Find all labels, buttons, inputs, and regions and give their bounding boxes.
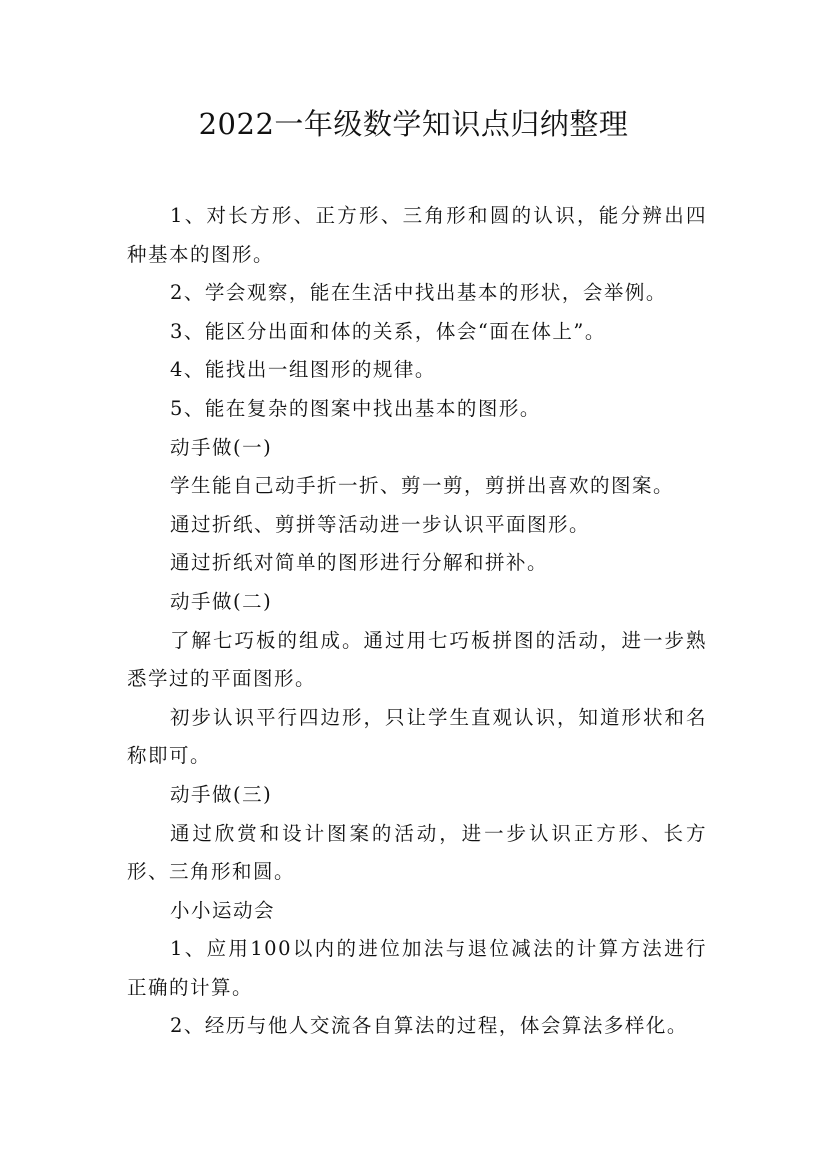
section-heading: 小小运动会 <box>170 898 276 922</box>
section-heading: 动手做(一) <box>170 435 273 459</box>
paragraph: 1、对长方形、正方形、三角形和圆的认识，能分辨出四种基本的图形。 <box>127 204 707 266</box>
paragraph: 2、经历与他人交流各自算法的过程，体会算法多样化。 <box>170 1014 688 1038</box>
paragraph: 4、能找出一组图形的规律。 <box>170 358 436 382</box>
paragraph: 5、能在复杂的图案中找出基本的图形。 <box>170 396 541 420</box>
section-heading: 动手做(三) <box>170 782 273 806</box>
paragraph: 3、能区分出面和体的关系，体会“面在体上”。 <box>170 319 606 343</box>
paragraph: 通过折纸对简单的图形进行分解和拼补。 <box>170 551 549 575</box>
paragraph: 通过折纸、剪拼等活动进一步认识平面图形。 <box>170 512 591 536</box>
paragraph: 了解七巧板的组成。通过用七巧板拼图的活动，进一步熟悉学过的平面图形。 <box>127 628 707 691</box>
document-body <box>127 197 707 1046</box>
paragraph: 1、应用100以内的进位加法与退位减法的计算方法进行正确的计算。 <box>127 937 707 999</box>
paragraph: 通过欣赏和设计图案的活动，进一步认识正方形、长方形、三角形和圆。 <box>127 821 707 884</box>
paragraph: 2、学会观察，能在生活中找出基本的形状，会举例。 <box>170 281 667 305</box>
paragraph: 初步认识平行四边形，只让学生直观认识，知道形状和名称即可。 <box>127 705 707 768</box>
paragraph: 学生能自己动手折一折、剪一剪，剪拼出喜欢的图案。 <box>170 474 675 498</box>
document-title: 2022一年级数学知识点归纳整理 <box>198 107 629 141</box>
section-heading: 动手做(二) <box>170 589 273 613</box>
